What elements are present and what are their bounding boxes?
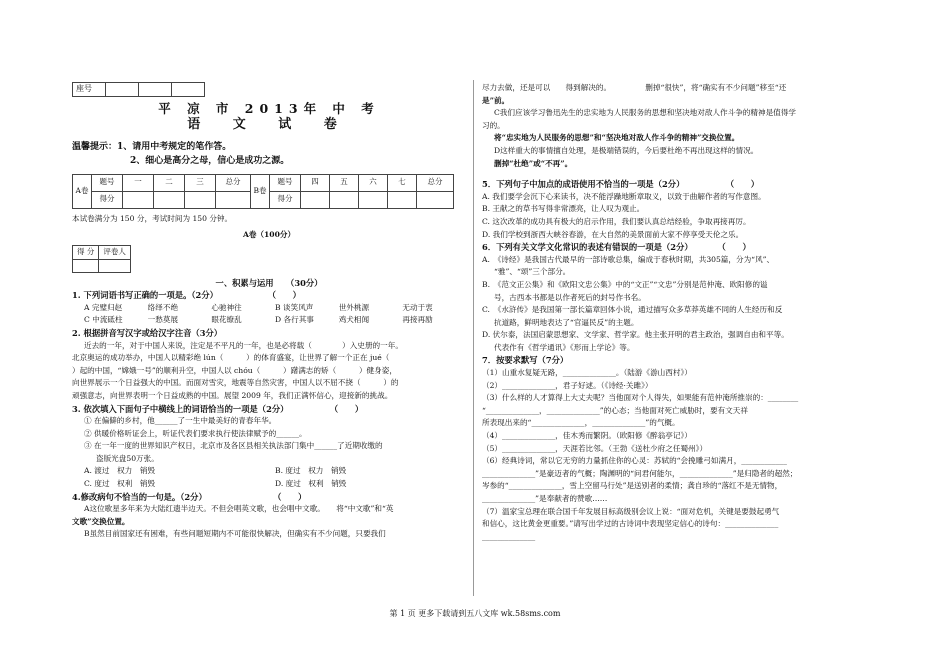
score-table: A卷 题号 一 二 三 总分 B卷 题号 四 五 六 七 总分 得分 得分 — [72, 174, 454, 209]
q2-passage: 近去的一年，对于中国人来说，注定是不平凡的一年，也是必将载（ ）入史册的一年。 — [84, 340, 403, 350]
section-a-heading: A卷（100分） — [242, 230, 296, 240]
q3-options-ab: A. 渡过 权力 销毁 B. 度过 权力 销毁 — [84, 466, 347, 476]
tip-line-2: 2、细心是高分之母，信心是成功之源。 — [130, 155, 290, 166]
exam-subtitle: 语 文 试 卷 — [187, 117, 351, 133]
q1-options-row2: C 中流砥柱 一愁莫展 眼花缭乱 D 各行其事 鸡犬相闻 再接再励 — [84, 315, 433, 325]
score-a-label: A卷 — [73, 174, 92, 208]
seat-label: 座号 — [73, 83, 106, 97]
q5-stem: 5．下列句子中加点的成语使用不恰当的一项是（2分） （ ） — [482, 179, 760, 190]
q1-options-row1: A 完璧归赵 络绎不绝 心驰神往 B 谈笑风声 世外桃源 无动于衷 — [84, 302, 433, 312]
tip-line-1: 温馨提示：1、请用中考规定的笔作答。 — [72, 141, 232, 152]
q3-stem: 3. 依次填入下面句子中横线上的词语恰当的一项是（2分） （ ） — [72, 403, 364, 414]
part1-heading: 一、积累与运用 （30分） — [215, 277, 323, 288]
seat-number-box — [72, 82, 205, 97]
column-divider — [473, 80, 474, 596]
exam-info: 本试卷满分为 150 分，考试时间为 150 分钟。 — [72, 213, 233, 223]
q4-stem: 4.修改病句不恰当的一句是。（2分） （ ） — [72, 491, 307, 502]
score-b-label: B卷 — [251, 174, 270, 208]
q1-stem: 1. 下列词语书写正确的一项是。（2分） （ ） — [72, 290, 301, 301]
grader-box: 得 分 评卷人 — [72, 245, 131, 273]
exam-title: 平 凉 市 2013年 中 考 — [158, 100, 380, 116]
right-column: 尽力去做，还是可以 得到解决的。 删掉“很快”，将“确实有不少问题”移至“还 是”前。 C我们应该学习鲁迅先生的忠实地为人民服务的思想和坚决地对敌人作斗争的精神是值得学 习的。 将“忠实地为人民服务的思想”和“坚决地对敌人作斗争的精神”交换位置。 D这样重大的事情擅自处理，是极端错误的，今后要杜绝不再出现这样的情况。 删掉“杜绝”或“不再”。 5．下列句子中加点的成语使用不恰当的一项是（2分） （ ） A. 我们要学会沉下心来读书，决不能浮躁地断章取义，以致于曲解作者的写作意图。 B. 王献之的草书写得非常漂亮，让人叹为观止。 C. 这次改革的成功具有极大的启示作用，我们要认真总结经验，争取再接再厉。 D. 我们学校到浙西大峡谷春游，在大自然的美景面前大家不停享受天伦之乐。 6．下列有关文学文化常识的表述有错误的一项是（2分） （ ） A. 《诗经》是我国古代最早的一部诗歌总集，编成于春秋时期，共305篇，分为“风”、 “雅”、“颂”三个部分。 B. 《范文正公集》和《欧阳文忠公集》中的“文正”“文忠”分别是范仲淹、欧阳修的谥 号，古西本书都是以作者死后的封号作书名。 C. 《水浒传》是我国第一部长篇章回体小说，通过描写众多草莽英雄不同的人生经历和反 抗道路，鲜明地表达了“官逼民反”的主题。 D. 伏尔泰，法国启蒙思想家、文学家、哲学家。他主张开明的君主政治，强调自由和平等。 代表作有《哲学通讯》《形而上学论》等。 7．按要求默写（7分） （1）山重水复疑无路，______________。（陆游《游山西村》） （2）______________，君子好逑。（《诗经·关雎》） （3）什么样的人才算得上大丈夫呢？当他面对个人得失，如果能有范仲淹所推崇的：________ “______________，______________”的心态；当他面对死亡威胁时，要有文天祥 所表现出来的“______________，______________”的气概。 （4）______________，佳木秀而繁阴。（欧阳修《醉翁亭记》） （5）______________，天涯若比邻。（王勃《送杜少府之任蜀州》） （6）经典诗词，常以它无穷的力量抓住你的心灵：苏轼的“会挽雕弓如满月，____________ ______________”是豪迈者的气概；陶渊明的“问君何能尔，______________”是归隐者的超然； 岑参的“______________，雪上空留马行处”是送别者的柔情；龚自珍的“落红不是无情物， ______________”是奉献者的赞歌…… （7）温家宝总理在联合国千年发展目标高级别会议上说：“面对危机，关键是要鼓起勇气 和信心，这比黄金更重要。”请写出学过的古诗词中表现坚定信心的诗句：______________ ______________ — [482, 82, 874, 543]
q2-stem: 2. 根据拼音写汉字或给汉字注音（3分） — [72, 327, 223, 338]
page-footer: 第 1 页 更多下载请到五八文库 wk.58sms.com — [389, 609, 561, 618]
q7-stem: 7．按要求默写（7分） — [482, 355, 569, 366]
left-column: 座号 平 凉 市 2013年 中 考 语 文 试 卷 温馨提示：1、请用中考规定的笔作答。 2、细心是高分之母，信心是成功之源。 A卷 题号 一 二 三 总分 B卷 题号 四 五 六 七 总分 得分 得分 本试卷满分为 150 分，考试时间为 150 分钟。 A卷（100分） 得 分 评卷人 一、积累与运用 （30分） 1. 下列词语书写正确的一项是。（2分） （ ） A 完璧归赵 络绎不绝 心驰神往 B 谈笑风声 世外桃源 无动于衷 C 中流砥柱 一愁莫展 眼花缭乱 D 各行其事 鸡犬相闻 再接再励 2. 根据拼音写汉字或给汉字注音（3分） 近去的一年，对于中国人来说，注定是不平凡的一年，也是必将载（ ）入史册的一年。 北京奥运的成功举办，中国人以精彩绝 lún（ ）的体育盛宴，让世界了解一个正在 jué（ ）起的中国，“嫦娥一号”的顺利升空，中国人以 chóu（ ）躇满志的矫（ ）健身姿， 向世界展示一个日益强大的中国。而面对雪灾，地震等自然灾害，中国人以不屈不挠（ ）的 顽强意志，向世界表明一个日益成熟的中国。展望 2009 年，我们正满怀信心，迎接新的挑战。 3. 依次填入下面句子中横线上的词语恰当的一项是（2分） （ ） ① 在偏僻的乡村，他______了一生中最美好的青春年华。 ② 供暖价格听证会上，听证代表们要求执行使法律赋予的______。 ③ 在一年一度的世界知识产权日，北京市及各区县相关执法部门集中______了近期收缴的 盗版光盘50万张。 A. 渡过 权力 销毁 B. 度过 权力 销毁 C. 度过 权利 销毁 D. 度过 权利 销毁 4.修改病句不恰当的一句是。（2分） （ ） A这位歌星多年来为大陆红遗半边天。不但会唱英文歌，也会唱中文歌。 将“中文歌”和“英 文歌”交换位置。 B虽然目前国家还有困难，有些问题短期内不可能很快解决，但确实有不少问题，只要我们 — [72, 82, 466, 541]
q3-options-cd: C. 度过 权利 销毁 D. 度过 权利 销毁 — [84, 479, 347, 489]
q6-stem: 6．下列有关文学文化常识的表述有错误的一项是（2分） （ ） — [482, 242, 751, 253]
